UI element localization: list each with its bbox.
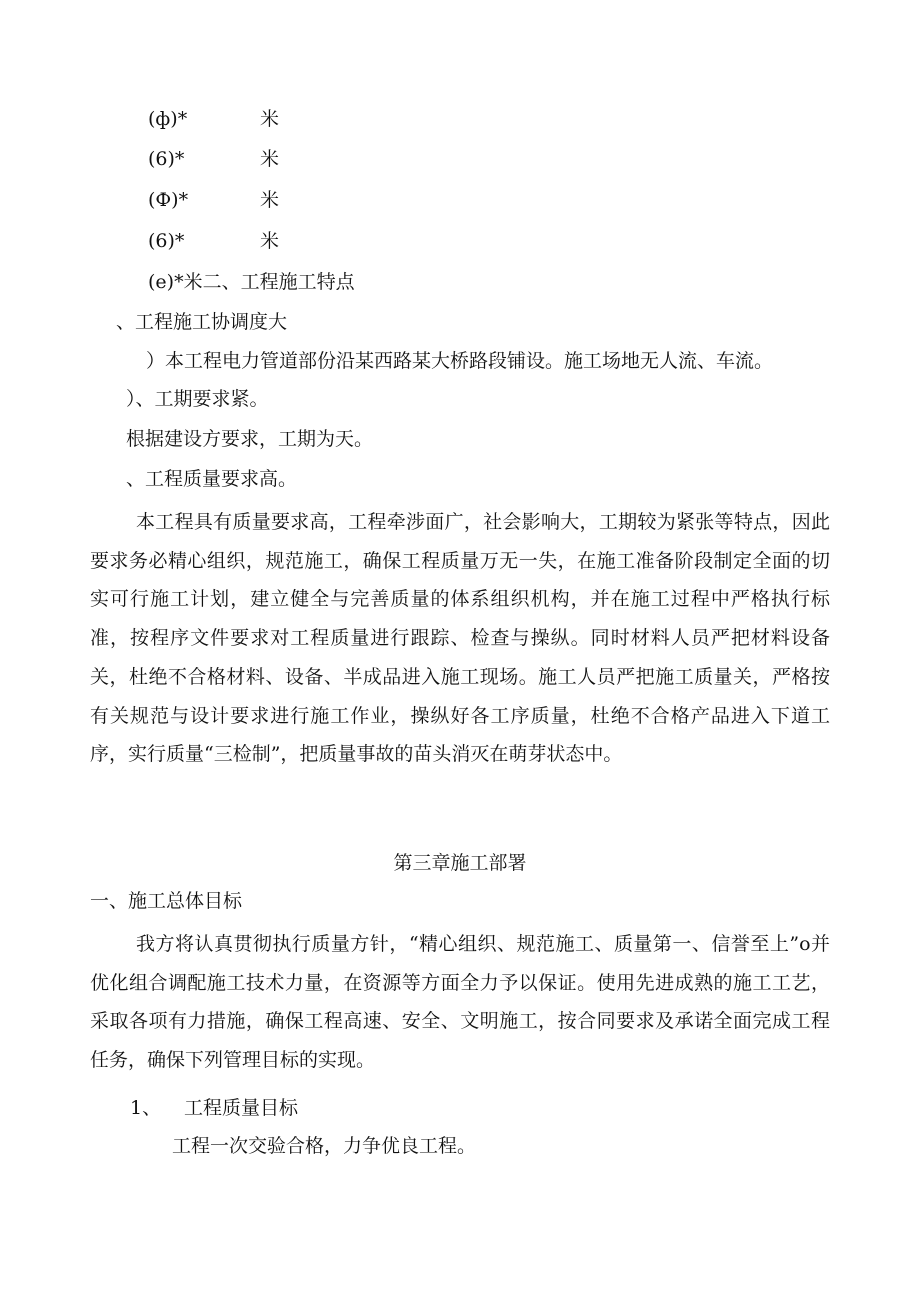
section-heading-coordination: 、工程施工协调度大 [116, 311, 288, 333]
schedule-paragraph: 根据建设方要求，工期为天。 [126, 428, 374, 450]
chapter-title: 第三章施工部署 [393, 852, 527, 874]
section-heading-goals: 一、施工总体目标 [90, 890, 243, 912]
quality-paragraph [90, 503, 830, 774]
goals-paragraph-text: 我方将认真贯彻执行质量方针，“精心组织、规范施工、质量第一、信誉至上”o并优化组合调配施工技术力量，在资源等方面全力予以保证。使用先进成熟的施工工艺，采取各项有力措施，确保工程高速、安全、文明施工，按合同要求及承诺全面完成工程任务，确保下列管理目标的实现。 [90, 933, 830, 1071]
spec-code: (6)* [148, 230, 185, 252]
quality-paragraph-text: 本工程具有质量要求高，工程牵涉面广，社会影响大，工期较为紧张等特点，因此要求务必精心组织，规范施工，确保工程质量万无一失，在施工准备阶段制定全面的切实可行施工计划，建立健全与完善质量的体系组织机构，并在施工过程中严格执行标准，按程序文件要求对工程质量进行跟踪、检查与操纵。同时材料人员严把材料设备关，杜绝不合格材料、设备、半成品进入施工现场。施工人员严把施工质量关，严格按有关规范与设计要求进行施工作业，操纵好各工序质量，杜绝不合格产品进入下道工序，实行质量“三检制”，把质量事故的苗头消灭在萌芽状态中。 [90, 511, 830, 766]
item-number-1: 1、 [130, 1097, 162, 1119]
spec-unit: 米 [260, 189, 280, 211]
spec-unit: 米 [260, 230, 280, 252]
item-heading-quality-goal: 工程质量目标 [184, 1097, 299, 1119]
schedule-heading: ）、工期要求紧。 [126, 388, 269, 410]
spec-code: (Ф)* [148, 189, 189, 211]
coordination-paragraph: ）本工程电力管道部份沿某西路某大桥路段铺设。施工场地无人流、车流。 [146, 350, 774, 372]
goals-paragraph [90, 925, 830, 1079]
spec-unit: 米 [260, 108, 280, 130]
quality-heading: 、工程质量要求高。 [126, 468, 298, 490]
quality-goal-text: 工程一次交验合格，力争优良工程。 [172, 1135, 477, 1157]
spec-unit: 米 [260, 148, 280, 170]
spec-line-last: (e)*米二、工程施工特点 [148, 271, 355, 293]
spec-code: (ф)* [148, 108, 188, 130]
spec-code: (6)* [148, 148, 185, 170]
